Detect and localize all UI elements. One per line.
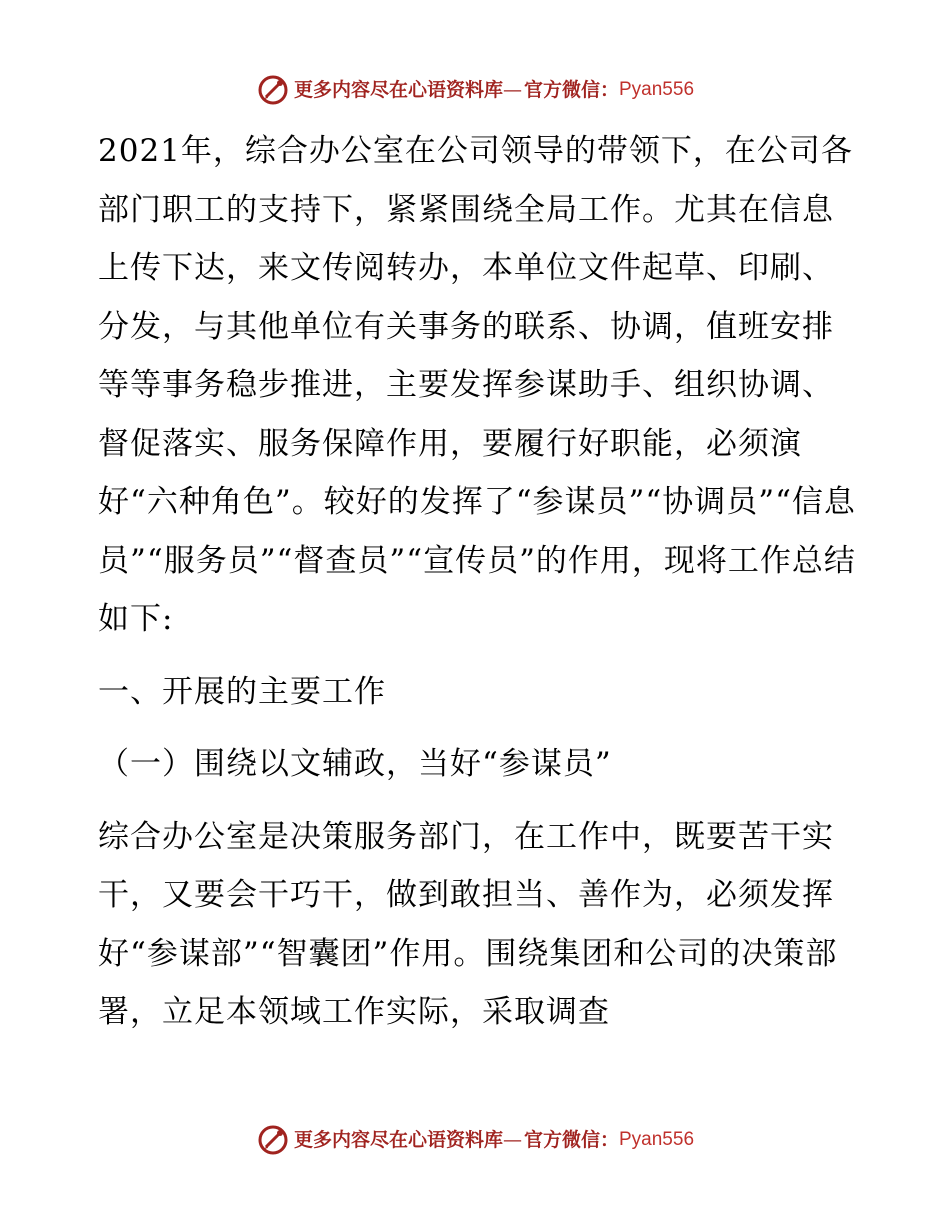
- banner-text: 更多内容尽在心语资料库: [293, 1129, 503, 1151]
- banner-label: 官方微信：: [523, 79, 619, 101]
- banner-text: 更多内容尽在心语资料库: [293, 79, 503, 101]
- subsection-heading: （一）围绕以文辅政，当好“参谋员”: [98, 746, 612, 782]
- banner-dash: —: [502, 1129, 522, 1151]
- banner-account: Pyan556: [619, 79, 695, 100]
- intro-paragraph: 2021年，综合办公室在公司领导的带领下，在公司各部门职工的支持下，紧紧围绕全局工作。尤其在信息上传下达，来文传阅转办，本单位文件起草、印刷、分发，与其他单位有关事务的联系、协调，值班安排等等事务稳步推进，主要发挥参谋助手、组织协调、督促落实、服务保障作用，要履行好职能，必须演好“六种角色”。较好的发挥了“参谋员”“协调员”“信息员”“服务员”“督查员”“宣传员”的作用，现将工作总结如下:: [98, 133, 856, 637]
- section-heading: 一、开展的主要工作: [98, 673, 386, 710]
- pen-circle-icon: [256, 1123, 290, 1157]
- document-body: [98, 122, 858, 1042]
- banner-dash: —: [502, 79, 522, 101]
- header-banner: [0, 70, 950, 110]
- banner-label: 官方微信：: [523, 1129, 619, 1151]
- footer-banner: [0, 1120, 950, 1160]
- body-paragraph: 综合办公室是决策服务部门，在工作中，既要苦干实干，又要会干巧干，做到敢担当、善作为，必须发挥好“参谋部”“智囊团”作用。围绕集团和公司的决策部署，立足本领域工作实际，采取调查: [98, 818, 838, 1030]
- pen-circle-icon: [256, 73, 290, 107]
- banner-account: Pyan556: [619, 1129, 695, 1150]
